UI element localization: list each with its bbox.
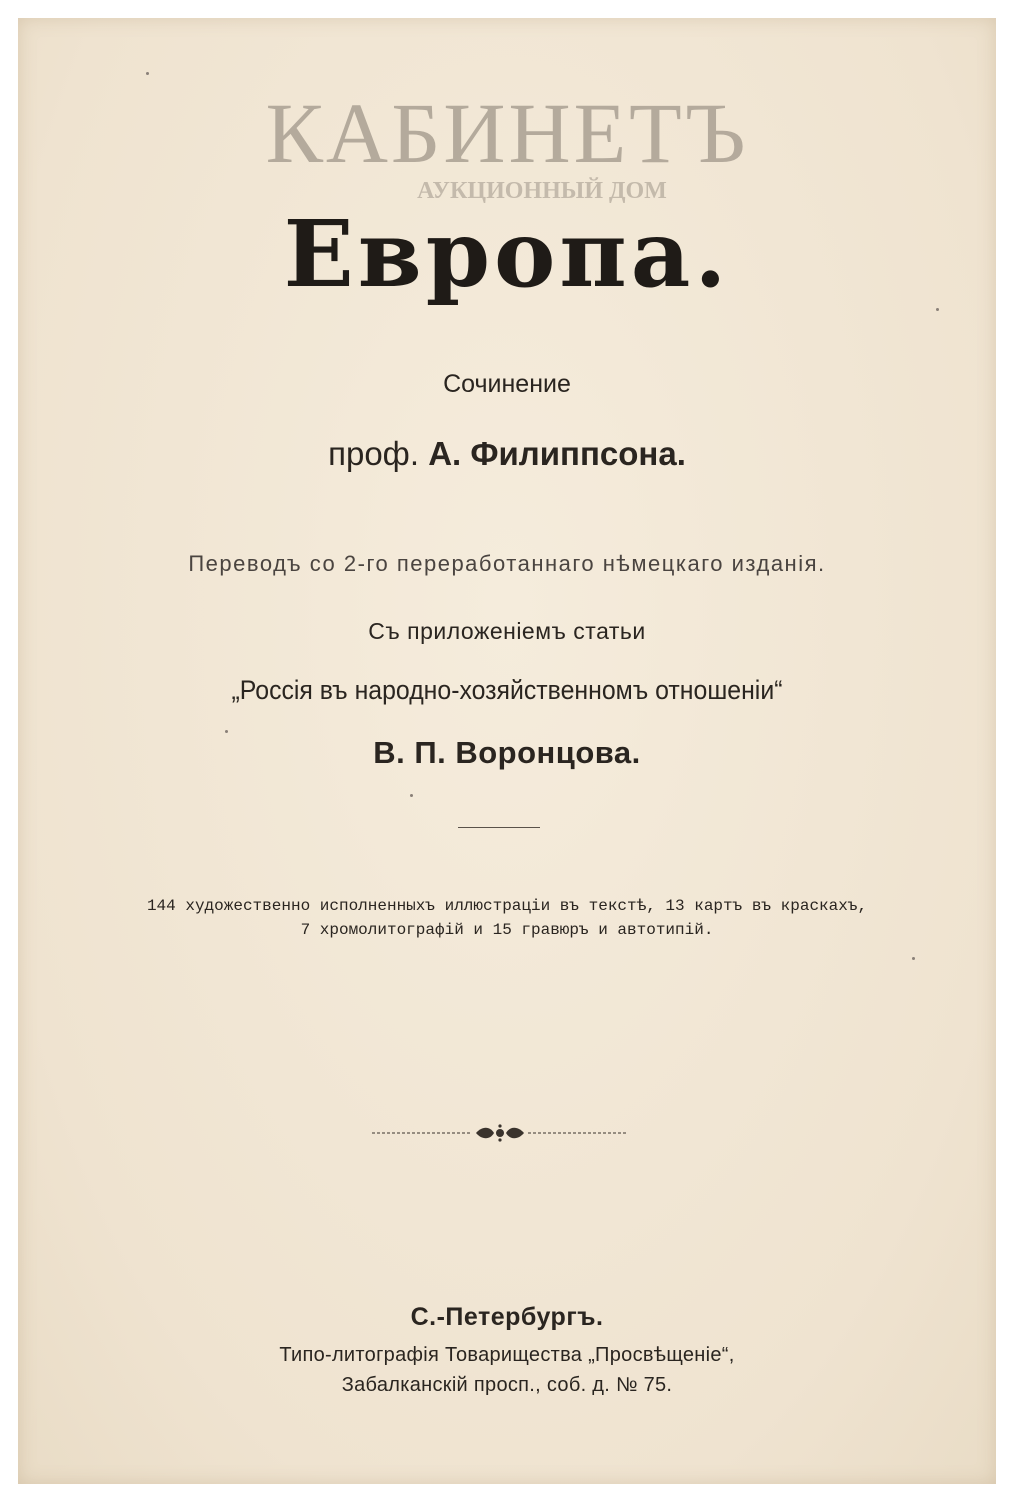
book-title: Европа.	[283, 200, 731, 308]
paper-speck	[410, 794, 413, 797]
paper-speck	[912, 957, 915, 960]
paper-speck	[146, 72, 149, 75]
imprint-city: С.-Петербургъ.	[410, 1303, 604, 1331]
imprint-printer	[18, 1340, 996, 1400]
translation-note: Переводъ со 2-го переработаннаго нѣмецкаго изданія.	[188, 551, 826, 576]
divider-rule	[458, 827, 540, 828]
illustrations-line-2: 7 хромолитографій и 15 гравюръ и автотипій.	[300, 921, 714, 939]
author-line	[18, 435, 996, 473]
paper-speck	[225, 730, 228, 733]
watermark-logo: КАБИНЕТЪ	[265, 85, 749, 181]
imprint-printer-name: Типо-литографія Товарищества „Просвѣщеніе“,	[279, 1344, 735, 1366]
paper-speck	[936, 308, 939, 311]
author-prefix: проф.	[328, 435, 420, 472]
title-page	[18, 18, 996, 1484]
appendix-intro: Съ приложеніемъ статьи	[368, 618, 646, 644]
appendix-author: В. П. Воронцова.	[373, 735, 641, 770]
byline-intro: Сочинение	[443, 370, 571, 398]
author-name: А. Филиппсона.	[428, 435, 686, 472]
ornament-divider	[372, 1122, 628, 1144]
illustrations-note	[18, 894, 996, 942]
imprint-address: Забалканскій просп., соб. д. № 75.	[341, 1374, 673, 1396]
watermark-subtitle: АУКЦИОННЫЙ ДОМ	[417, 178, 667, 204]
illustrations-line-1: 144 художественно исполненныхъ иллюстраціи въ текстѣ, 13 картъ въ краскахъ,	[146, 897, 868, 915]
appendix-title: „Россія въ народно-хозяйственномъ отношеніи“	[231, 675, 783, 705]
